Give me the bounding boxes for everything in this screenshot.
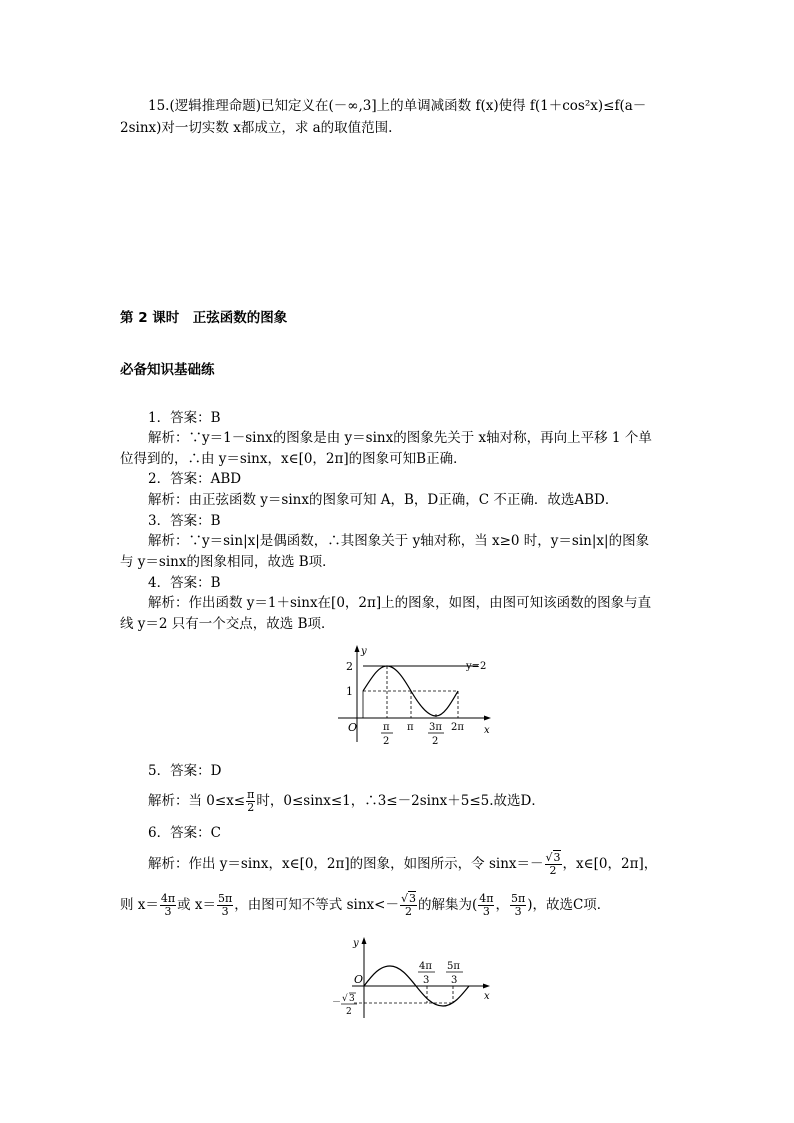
- problem-15-line-2: 2sinx)对一切实数 x都成立，求 a的取值范围.: [120, 120, 393, 136]
- item-6-line2-c: 的解集为(: [417, 897, 478, 913]
- item-2-analysis-1: 解析：由正弦函数 y＝sinx的图象可知 A，B，D正确，C 不正确．故选ABD．: [148, 492, 619, 508]
- graph-1-x-label-pi: π: [407, 722, 414, 733]
- item-3-analysis-2: 与 y＝sinx的图象相同，故选 B项．: [120, 554, 336, 570]
- item-6-f2-den: 3: [221, 905, 229, 918]
- item-5-analysis-b: 时，0≤sinx≤1，∴3≤－2sinx＋5≤5.故选D．: [256, 793, 545, 809]
- item-6-f1-num: 4π: [160, 892, 176, 905]
- graph-1-x-axis-label: x: [484, 725, 490, 736]
- item-5-analysis-a: 解析：当 0≤x≤: [148, 793, 246, 809]
- item-6-analysis-1: [148, 849, 657, 879]
- item-5-analysis: [148, 786, 545, 816]
- item-6-line2-sqrt: 3: [408, 892, 416, 905]
- graph-1-x-label-2pi: 2π: [451, 722, 464, 733]
- item-6-line2-mid: 或 x＝: [177, 897, 217, 913]
- graph-2-y-label-den: 2: [346, 1007, 352, 1017]
- item-6-line2-sqrt-fraction: [400, 893, 417, 918]
- graph-2-x-label-4pi-3-den: 3: [423, 975, 430, 986]
- item-4-analysis-1: 解析：作出函数 y＝1＋sinx在[0，2π]上的图象，如图，由图可知该函数的图象与直: [148, 595, 652, 611]
- item-6-analysis-2: [120, 890, 610, 920]
- item-6-line2-b: ，由图可知不等式 sinx<－: [234, 897, 399, 913]
- item-6-f2-num: 5π: [218, 892, 233, 905]
- item-2-answer: 2．答案：ABD: [148, 471, 242, 487]
- graph-2-y-label-sqrt: 3: [349, 994, 355, 1004]
- item-6-f3-num: 4π: [479, 892, 494, 905]
- graph-2-sine-plot: [330, 932, 500, 1022]
- graph-1-sine-plot: [330, 642, 500, 752]
- item-6-line2-comma: ，: [495, 897, 509, 913]
- item-6-answer: 6．答案：C: [148, 825, 221, 841]
- item-3-answer: 3．答案：B: [148, 513, 221, 529]
- item-6-line1-frac-den: 2: [549, 864, 557, 877]
- item-6-frac-5pi-3-a: [217, 893, 233, 918]
- item-6-line1-sqrt: 3: [553, 851, 561, 864]
- graph-2-y-label-sign: －: [332, 998, 342, 1008]
- section-title: 第 2 课时 正弦函数的图象: [120, 310, 288, 326]
- graph-2-x-label-4pi-3-num: 4π: [419, 961, 432, 972]
- item-6-f4-num: 5π: [510, 892, 526, 905]
- graph-1-x-label-pi-over-2-den: 2: [383, 736, 390, 747]
- graph-1-x-label-pi-over-2-num: π: [383, 722, 390, 733]
- graph-1-y-tick-1: 1: [346, 685, 353, 698]
- item-1-analysis-2: 位得到的，∴由 y＝sinx，x∈[0，2π]的图象可知B正确．: [120, 451, 467, 467]
- item-6-f3-den: 3: [482, 905, 490, 918]
- item-6-frac-4pi-3-a: [160, 893, 176, 918]
- problem-15-line-1: 15.(逻辑推理命题)已知定义在(－∞,3]上的单调减函数 f(x)使得 f(1＋cos²x)≤f(a－: [148, 98, 647, 114]
- graph-1-x-label-3pi-over-2-den: 2: [432, 736, 439, 747]
- graph-1-line-label: y=2: [466, 661, 487, 672]
- item-6-line1-frac-num: √3: [545, 851, 561, 864]
- graph-2-y-axis-label: y: [353, 938, 359, 949]
- item-6-line2-d: )，故选C项．: [527, 897, 611, 913]
- item-6-line2-sqrt-num: √3: [400, 892, 416, 905]
- item-6-line1-b: ，x∈[0，2π]，: [562, 856, 658, 872]
- item-3-analysis-1: 解析：∵y＝sin|x|是偶函数，∴其图象关于 y轴对称，当 x≥0 时，y＝sin|x|的图象: [148, 533, 650, 549]
- item-6-line1-fraction: [545, 852, 562, 877]
- item-6-frac-5pi-3-b: [510, 893, 526, 918]
- graph-2-x-label-5pi-3-num: 5π: [447, 961, 460, 972]
- item-6-f1-den: 3: [164, 905, 172, 918]
- graph-1-y-axis-label: y: [361, 646, 367, 657]
- item-6-frac-4pi-3-b: [478, 893, 494, 918]
- item-6-f4-den: 3: [514, 905, 522, 918]
- graph-1-y-tick-2: 2: [346, 660, 353, 673]
- item-5-frac-den: 2: [247, 801, 255, 814]
- graph-2-x-label-5pi-3-den: 3: [451, 975, 458, 986]
- subsection-title: 必备知识基础练: [120, 362, 215, 378]
- item-1-analysis-1: 解析：∵y＝1－sinx的图象是由 y＝sinx的图象先关于 x轴对称，再向上平移 1 个单: [148, 430, 652, 446]
- graph-2-origin-label: O: [354, 973, 364, 986]
- graph-2-y-label-sqrt-sign: √: [342, 994, 348, 1004]
- item-5-answer: 5．答案：D: [148, 763, 222, 779]
- item-1-answer: 1．答案：B: [148, 410, 221, 426]
- graph-1-origin-label: O: [348, 721, 358, 734]
- graph-2-x-axis-label: x: [484, 991, 490, 1002]
- item-4-analysis-2: 线 y＝2 只有一个交点，故选 B项．: [120, 616, 335, 632]
- item-4-answer: 4．答案：B: [148, 575, 221, 591]
- item-5-frac-num: π: [247, 788, 255, 801]
- item-5-fraction: [246, 789, 255, 814]
- graph-1-x-label-3pi-over-2-num: 3π: [429, 722, 442, 733]
- item-6-line2-sqrt-den: 2: [404, 905, 412, 918]
- item-6-line2-a: 则 x＝: [120, 897, 159, 913]
- item-6-line1-a: 解析：作出 y＝sinx，x∈[0，2π]的图象，如图所示，令 sinx＝－: [148, 856, 544, 872]
